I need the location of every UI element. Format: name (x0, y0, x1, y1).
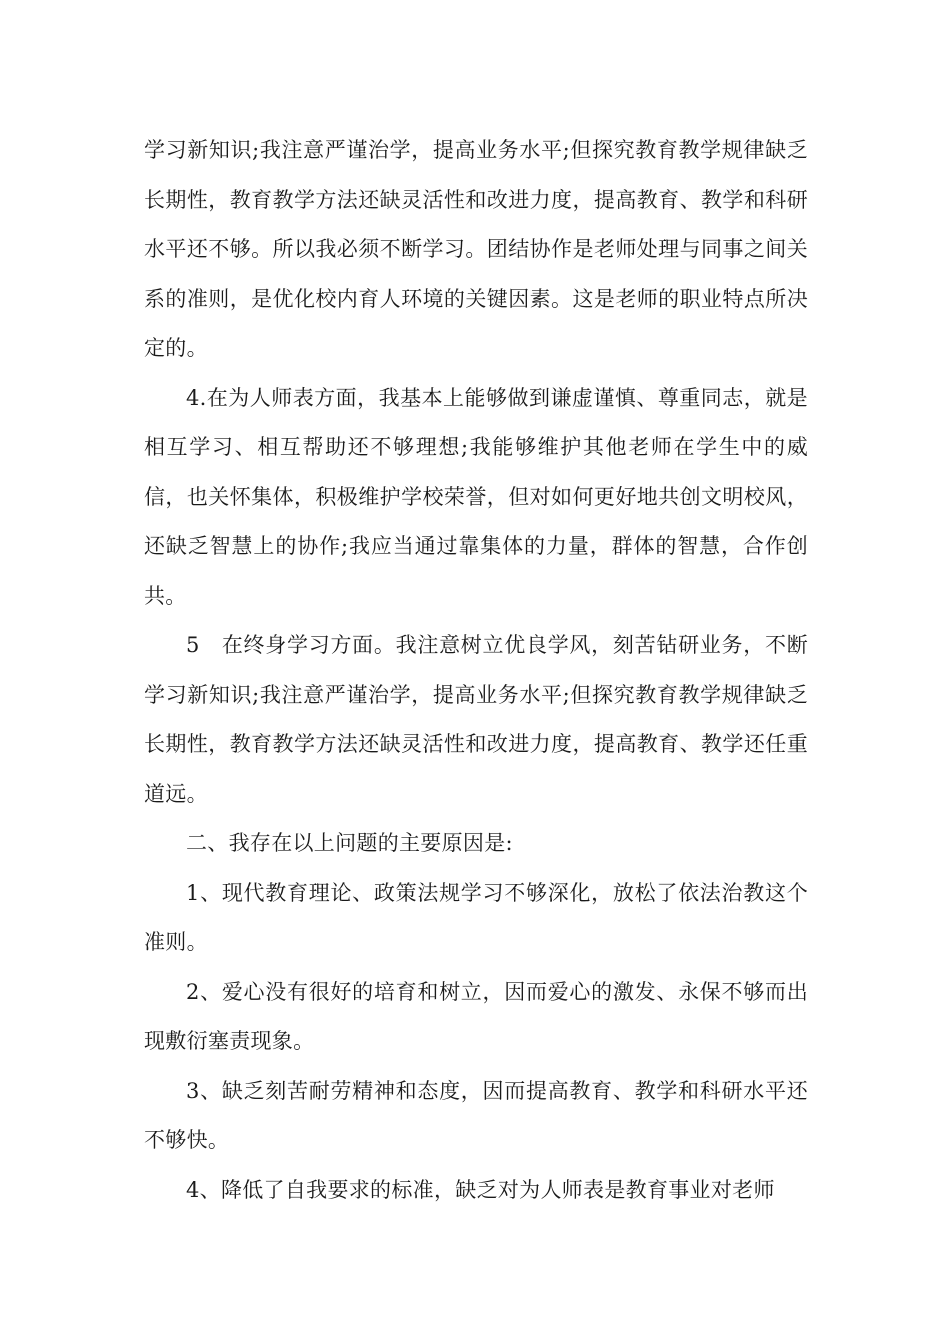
reason-item-3: 3、缺乏刻苦耐劳精神和态度，因而提高教育、教学和科研水平还不够快。 (144, 1078, 808, 1152)
reason-item-4: 4、降低了自我要求的标准，缺乏对为人师表是教育事业对老师 (186, 1177, 775, 1202)
paragraph-continuation: 学习新知识;我注意严谨治学，提高业务水平;但探究教育教学规律缺乏长期性，教育教学方法还缺灵活性和改进力度，提高教育、教学和科研水平还不够。所以我必须不断学习。团结协作是老师处理与同事之间关系的准则，是优化校内育人环境的关键因素。这是老师的职业特点所决定的。 (144, 138, 808, 360)
document-body (144, 126, 808, 1215)
section-heading-reasons: 二、我存在以上问题的主要原因是: (186, 831, 513, 855)
reason-item-2: 2、爱心没有很好的培育和树立，因而爱心的激发、永保不够而出现敷衍塞责现象。 (144, 979, 808, 1053)
paragraph-item-4: 4.在为人师表方面，我基本上能够做到谦虚谨慎、尊重同志，就是相互学习、相互帮助还不够理想;我能够维护其他老师在学生中的威信，也关怀集体，积极维护学校荣誉，但对如何更好地共创文明校风，还缺乏智慧上的协作;我应当通过靠集体的力量，群体的智慧，合作创共。 (144, 385, 808, 608)
paragraph-item-5: 5 在终身学习方面。我注意树立优良学风，刻苦钻研业务，不断学习新知识;我注意严谨治学，提高业务水平;但探究教育教学规律缺乏长期性，教育教学方法还缺灵活性和改进力度，提高教育、教学还任重道远。 (144, 633, 808, 806)
reason-item-1: 1、现代教育理论、政策法规学习不够深化，放松了依法治教这个准则。 (144, 880, 808, 954)
